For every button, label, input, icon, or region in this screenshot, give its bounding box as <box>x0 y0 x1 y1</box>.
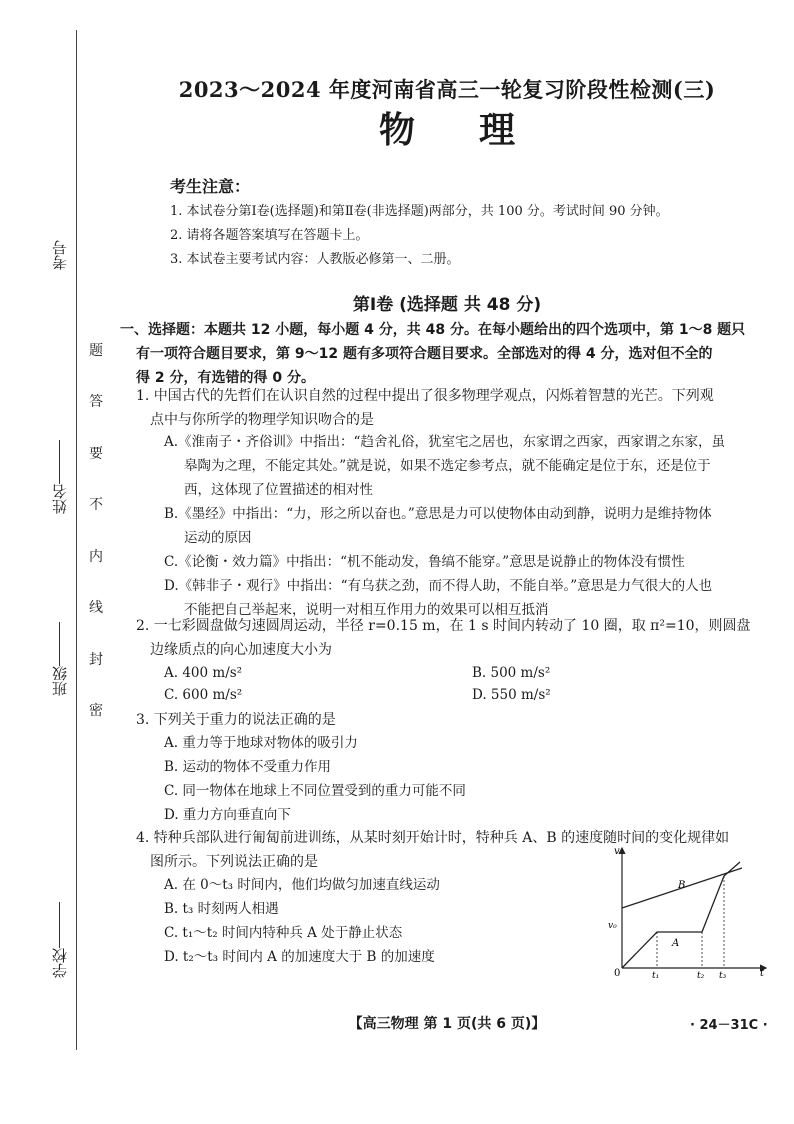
q2-option-b: B. 500 m/s² <box>472 665 551 681</box>
option-d: D.《韩非子・观行》中指出：“有乌获之劲，而不得人助，不能自举。”意思是力气很大的人也 <box>164 578 713 594</box>
q2-option-a: A. 400 m/s² <box>164 665 243 681</box>
t1-label: t₁ <box>652 971 660 978</box>
seal-char: 题 <box>89 343 103 359</box>
school-label: 学校 <box>50 948 69 978</box>
stem-line: 点中与你所学的物理学知识吻合的是 <box>150 412 374 428</box>
seal-char: 不 <box>89 497 103 514</box>
q2-option-d: D. 550 m/s² <box>472 687 551 703</box>
class-label: 班级 <box>50 666 69 696</box>
notice-item: 3. 本试卷主要考试内容：人教版必修第一、二册。 <box>170 252 460 267</box>
instruction-line: 得 2 分，有选错的得 0 分。 <box>136 370 315 386</box>
option-d-cont: 不能把自己举起来，说明一对相互作用力的效果可以相互抵消 <box>184 602 549 618</box>
t2-label: t₂ <box>697 971 705 978</box>
option-a: A.《淮南子・齐俗训》中指出：“趋舍礼俗，犹室宅之居也，东家谓之西家，西家谓之东家，虽 <box>164 434 725 450</box>
instructions <box>120 318 780 390</box>
stem-line: 1. 中国古代的先哲们在认识自然的过程中提出了很多物理学观点，闪烁着智慧的光芒。下列观 <box>136 388 714 404</box>
v0-label: v₀ <box>608 921 617 931</box>
binding-line <box>76 30 77 1050</box>
line-a-label: A <box>672 938 680 949</box>
velocity-time-graph <box>600 842 772 978</box>
exam-number-label: 考号 <box>50 240 69 270</box>
t-axis-label: t <box>760 968 765 978</box>
t3-label: t₃ <box>719 971 727 978</box>
question-2-stem <box>136 614 776 662</box>
q3-option-c: C. 同一物体在地球上不同位置受到的重力可能不同 <box>164 783 466 799</box>
name-label: 姓名 <box>50 484 69 514</box>
question-3-stem: 3. 下列关于重力的说法正确的是 <box>136 712 336 728</box>
option-a-cont: 皋陶为之理，不能定其处。”就是说，如果不选定参考点，就不能确定是位于东，还是位于 <box>184 458 711 474</box>
exam-title: 2023～2024 年度河南省高三一轮复习阶段性检测(三) <box>178 77 716 102</box>
seal-char: 线 <box>89 600 103 617</box>
seal-warning <box>86 340 106 720</box>
notice-item: 1. 本试卷分第Ⅰ卷(选择题)和第Ⅱ卷(非选择题)两部分，共 100 分。考试时间 90 分钟。 <box>170 204 669 219</box>
subject-title: 物理 <box>378 109 579 151</box>
option-a-cont: 西，这体现了位置描述的相对性 <box>184 482 373 498</box>
class-underline <box>59 622 60 666</box>
q4-option-b: B. t₃ 时刻两人相遇 <box>164 901 279 917</box>
q3-option-d: D. 重力方向垂直向下 <box>164 807 291 823</box>
name-field <box>44 438 74 514</box>
stem-line: 边缘质点的向心加速度大小为 <box>150 642 332 658</box>
question-1-stem <box>136 384 776 432</box>
school-underline <box>59 902 60 948</box>
stem-line: 2. 一七彩圆盘做匀速圆周运动，半径 r=0.15 m，在 1 s 时间内转动了 10 圈，取 π²=10，则圆盘 <box>136 618 751 634</box>
line-a <box>622 862 740 968</box>
q4-option-c: C. t₁～t₂ 时间内特种兵 A 处于静止状态 <box>164 925 403 941</box>
v-axis-label: v <box>614 846 620 857</box>
stem-line: 4. 特种兵部队进行匍匐前进训练，从某时刻开始计时，特种兵 A、B 的速度随时间的变化规律如 <box>136 830 730 846</box>
seal-char: 密 <box>89 702 103 719</box>
stem-line: 图所示。下列说法正确的是 <box>150 854 318 870</box>
origin-label: 0 <box>614 968 621 978</box>
exam-number-field <box>44 240 74 270</box>
option-c: C.《论衡・效力篇》中指出：“机不能动发，鲁缟不能穿。”意思是说静止的物体没有惯性 <box>164 554 685 570</box>
instruction-line: 一、选择题：本题共 12 小题，每小题 4 分，共 48 分。在每小题给出的四个选项中，第 1～8 题只 <box>120 322 746 338</box>
instruction-line: 有一项符合题目要求，第 9～12 题有多项符合题目要求。全部选对的得 4 分，选对但不全的 <box>136 346 713 362</box>
q4-option-a: A. 在 0～t₃ 时间内，他们均做匀加速直线运动 <box>164 877 440 893</box>
q2-option-c: C. 600 m/s² <box>164 687 243 703</box>
seal-char: 内 <box>89 548 103 565</box>
class-field <box>44 620 74 696</box>
page-footer: 【高三物理 第 1 页(共 6 页)】 <box>348 1016 546 1032</box>
seal-char: 封 <box>89 651 103 668</box>
line-b-label: B <box>678 880 686 891</box>
q3-option-a: A. 重力等于地球对物体的吸引力 <box>164 735 358 751</box>
notice-heading: 考生注意： <box>170 177 251 196</box>
option-b: B.《墨经》中指出：“力，形之所以奋也。”意思是力可以使物体由动到静，说明力是维持物体 <box>164 506 712 522</box>
part-title: 第Ⅰ卷 (选择题 共 48 分) <box>352 295 542 315</box>
question-1-options <box>164 430 778 622</box>
option-b-cont: 运动的原因 <box>184 530 252 546</box>
seal-char: 要 <box>89 445 103 462</box>
exam-code: · 24－31C · <box>690 1018 768 1033</box>
q4-option-d: D. t₂～t₃ 时间内 A 的加速度大于 B 的加速度 <box>164 949 435 965</box>
notice-item: 2. 请将各题答案填写在答题卡上。 <box>170 228 369 243</box>
school-field <box>44 900 74 978</box>
q3-option-b: B. 运动的物体不受重力作用 <box>164 759 332 775</box>
seal-char: 答 <box>89 394 103 411</box>
name-underline <box>59 440 60 484</box>
